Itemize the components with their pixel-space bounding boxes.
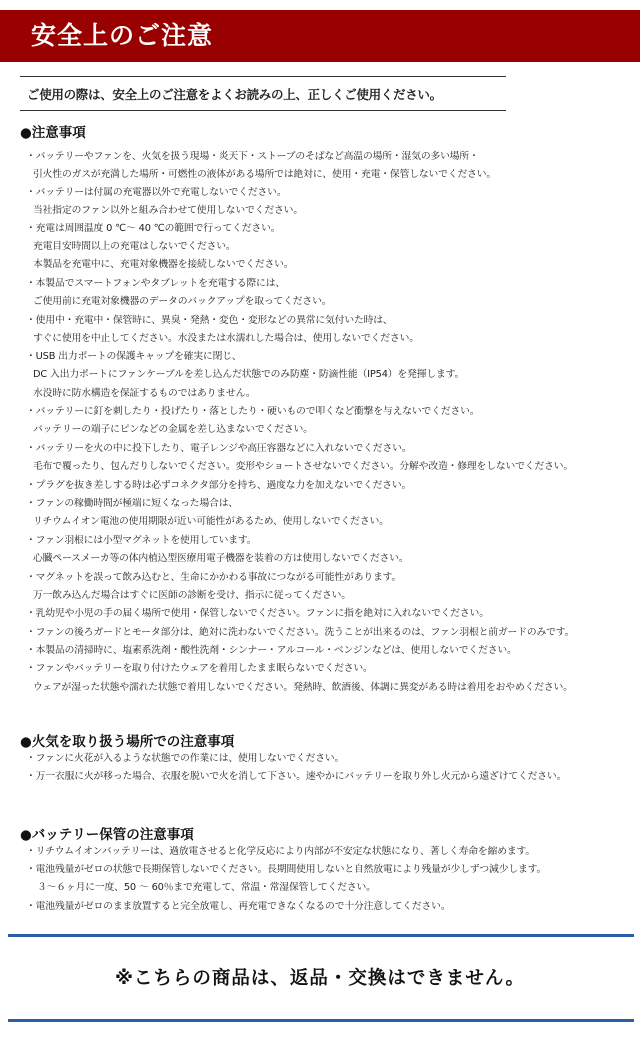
page-title: 安全上のご注意 — [31, 21, 214, 50]
notice-box — [20, 76, 506, 111]
notice-text: ご使用の際は、安全上のご注意をよくお読みの上、正しくご使用ください。 — [27, 87, 442, 102]
caution-line: ・バッテリーは付属の充電器以外で充電しないでください。 — [26, 187, 287, 198]
section-title-fire: ●火気を取り扱う場所での注意事項 — [20, 734, 235, 750]
caution-line: リチウムイオン電池の使用期限が近い可能性があるため、使用しないでください。 — [33, 516, 389, 527]
caution-line: ご使用前に充電対象機器のデータのバックアップを取ってください。 — [33, 296, 332, 307]
caution-line: ・バッテリーを火の中に投下したり、電子レンジや高圧容器などに入れないでください。 — [26, 443, 412, 454]
caution-line: 引火性のガスが充満した場所・可燃性の液体がある場所では絶対に、使用・充電・保管しないでください。 — [33, 169, 497, 180]
fire-caution-line: ・ファンに火花が入るような状態での作業には、使用しないでください。 — [26, 753, 345, 764]
caution-line: 当社指定のファン以外と組み合わせて使用しないでください。 — [33, 205, 303, 216]
divider-bottom — [8, 1019, 634, 1022]
caution-line: ・乳幼児や小児の手の届く場所で使用・保管しないでください。ファンに指を絶対に入れないでください。 — [26, 608, 489, 619]
caution-line: 心臓ペースメーカ等の体内植込型医療用電子機器を装着の方は使用しないでください。 — [33, 553, 409, 564]
caution-line: ・バッテリーに釘を刺したり・投げたり・落としたり・硬いもので叩くなど衝撃を与えないでください。 — [26, 406, 480, 417]
caution-line: 万一飲み込んだ場合はすぐに医師の診断を受け、指示に従ってください。 — [33, 590, 351, 601]
caution-line: ・プラグを抜き差しする時は必ずコネクタ部分を持ち、過度な力を加えないでください。 — [26, 480, 412, 491]
battery-caution-line: ・リチウムイオンバッテリーは、過放電させると化学反応により内部が不安定な状態になり、著しく寿命を縮めます。 — [26, 846, 536, 857]
caution-line: ・ファンの後ろガードとモータ部分は、絶対に洗わないでください。洗うことが出来るのは、ファン羽根と前ガードのみです。 — [26, 627, 575, 638]
battery-caution-line: ・電池残量がゼロのまま放置すると完全放電し、再充電できなくなるので十分注意してください。 — [26, 901, 451, 912]
battery-caution-line: ３〜６ヶ月に一度、50 〜 60％まで充電して、常温・常湿保管してください。 — [37, 882, 376, 893]
caution-line: ・本製品の清掃時に、塩素系洗剤・酸性洗剤・シンナー・アルコール・ベンジンなどは、使用しないでください。 — [26, 645, 517, 656]
caution-line: ウェアが湿った状態や濡れた状態で着用しないでください。発熱時、飲酒後、体調に異変がある時は着用をおやめください。 — [33, 682, 573, 693]
caution-line: ・USB 出力ポートの保護キャップを確実に閉じ、 — [26, 351, 242, 362]
no-return-notice: ※こちらの商品は、返品・交換はできません。 — [114, 968, 526, 989]
section-title-battery: ●バッテリー保管の注意事項 — [20, 827, 194, 843]
caution-line: ・ファンやバッテリーを取り付けたウェアを着用したまま眠らないでください。 — [26, 663, 373, 674]
caution-line: ・ファン羽根には小型マグネットを使用しています。 — [26, 535, 257, 546]
caution-line: 充電目安時間以上の充電はしないでください。 — [33, 241, 236, 252]
caution-line: ・マグネットを誤って飲み込むと、生命にかかわる事故につながる可能性があります。 — [26, 572, 402, 583]
caution-line: 本製品を充電中に、充電対象機器を接続しないでください。 — [33, 259, 294, 270]
divider-top — [8, 934, 634, 937]
fire-caution-line: ・万一衣服に火が移った場合、衣服を脱いで火を消して下さい。速やかにバッテリーを取り外し火元から遠ざけてください。 — [26, 771, 567, 782]
caution-line: DC 入出力ポートにファンケーブルを差し込んだ状態でのみ防塵・防滴性能（IP54）を発揮します。 — [33, 369, 465, 380]
caution-line: ・本製品でスマートフォンやタブレットを充電する際には、 — [26, 278, 285, 289]
caution-line: バッテリーの端子にピンなどの金属を差し込まないでください。 — [33, 424, 313, 435]
caution-line: すぐに使用を中止してください。水没または水濡れした場合は、使用しないでください。 — [33, 333, 419, 344]
caution-line: ・充電は周囲温度 0 ℃〜 40 ℃の範囲で行ってください。 — [26, 223, 281, 234]
header-banner — [0, 10, 640, 62]
section-title-cautions: ●注意事項 — [20, 125, 86, 141]
caution-line: 毛布で覆ったり、包んだりしないでください。変形やショートさせないでください。分解や改造・修理をしないでください。 — [33, 461, 574, 472]
caution-line: 水没時に防水構造を保証するものではありません。 — [33, 388, 256, 399]
caution-line: ・使用中・充電中・保管時に、異臭・発熱・変色・変形などの異常に気付いた時は、 — [26, 315, 393, 326]
caution-line: ・バッテリーやファンを、火気を扱う現場・炎天下・ストーブのそばなど高温の場所・湿気の多い場所・ — [26, 151, 479, 162]
battery-caution-line: ・電池残量がゼロの状態で長期保管しないでください。長期間使用しないと自然放電により残量が少しずつ減少します。 — [26, 864, 547, 875]
caution-line: ・ファンの稼働時間が極端に短くなった場合は、 — [26, 498, 239, 509]
